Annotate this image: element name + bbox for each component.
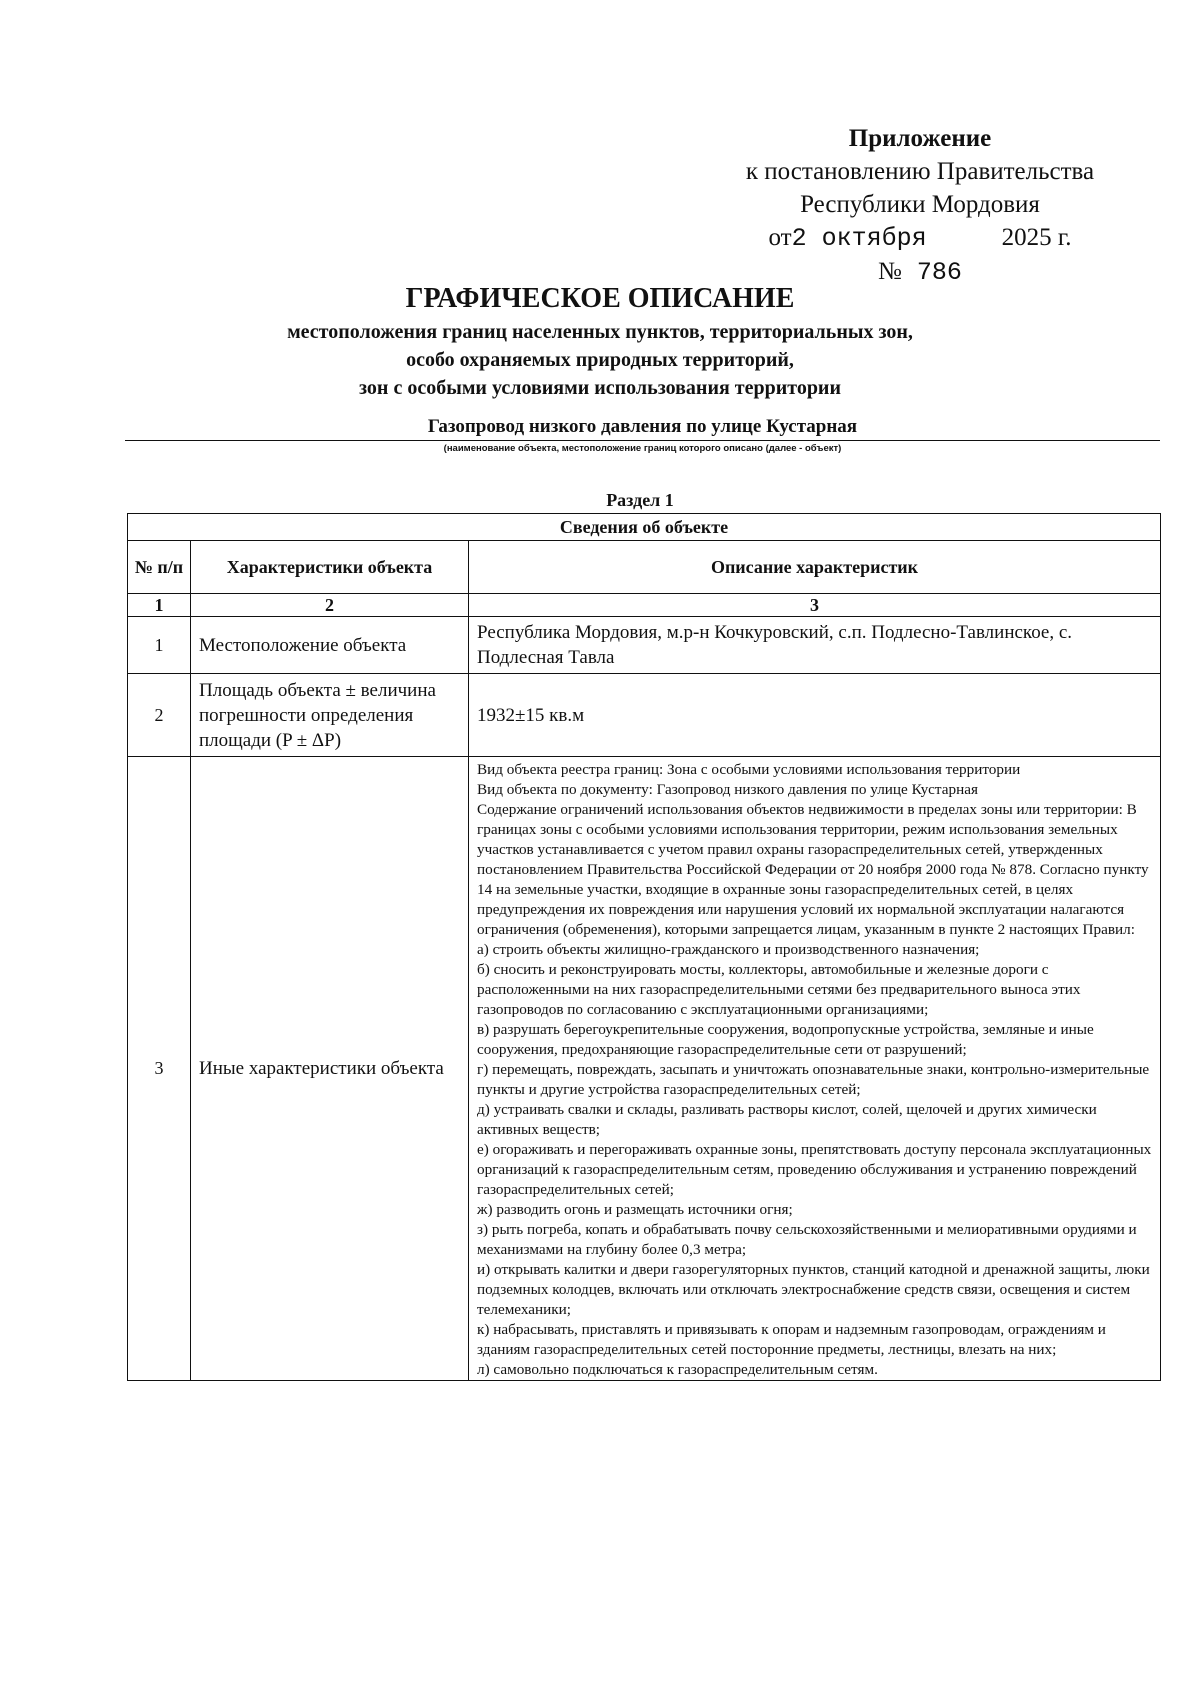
object-name: Газопровод низкого давления по улице Кустарная [125, 416, 1160, 441]
date-year: 2025 г. № [878, 224, 1072, 285]
row-number: 1 [128, 617, 191, 674]
restriction-paragraph: а) строить объекты жилищно-гражданского и производственного назначения; [477, 941, 980, 958]
restriction-paragraph: к) набрасывать, приставлять и привязывать к опорам и надземным газопроводам, ограждениям и зданиям газораспределительных сетей посторонние предметы, лестницы, влезать на них; [477, 1321, 1106, 1358]
restriction-paragraph: д) устраивать свалки и склады, разливать растворы кислот, солей, щелочей и других химически активных веществ; [477, 1101, 1097, 1138]
subtitle-line: местоположения границ населенных пунктов, территориальных зон, [287, 321, 913, 343]
subtitle-line: особо охраняемых природных территорий, [406, 349, 794, 371]
restriction-paragraph: л) самовольно подключаться к газораспределительным сетям. [477, 1361, 878, 1378]
header-number: № п/п [128, 541, 191, 594]
column-number-3: 3 [469, 594, 1161, 617]
date-prefix: от [768, 224, 792, 251]
row-label: Площадь объекта ± величина погрешности определения площади (P ± ΔP) [191, 674, 469, 757]
restriction-paragraph: и) открывать калитки и двери газорегуляторных пунктов, станций катодной и дренажной защиты, люки подземных колодцев, включать или отключать электроснабжение средств связи, освещения и систем телемеханики; [477, 1261, 1150, 1318]
restriction-paragraph: г) перемещать, повреждать, засыпать и уничтожать опознавательные знаки, контрольно-измерительные пункты и другие устройства газораспределительных сетей; [477, 1061, 1150, 1098]
row-number: 2 [128, 674, 191, 757]
date-day: 2 октября [791, 224, 927, 253]
restriction-paragraph: ж) разводить огонь и размещать источники огня; [477, 1201, 793, 1218]
restriction-paragraph: б) сносить и реконструировать мосты, коллекторы, автомобильные и железные дороги с расположенными на них газораспределительными сетями без предварительного выноса этих газопроводов по согласованию с эксплуатационными организациями; [477, 961, 1081, 1018]
column-number-1: 1 [128, 594, 191, 617]
table-title: Сведения об объекте [128, 514, 1161, 541]
object-info-table [127, 513, 1161, 1381]
table-row [128, 757, 1161, 1381]
row-value: Республика Мордовия, м.р-н Кочкуровский, с.п. Подлесно-Тавлинское, с. Подлесная Тавла [469, 617, 1161, 674]
appendix-title: Приложение [848, 125, 992, 152]
header-description: Описание характеристик [469, 541, 1161, 594]
row-value: 1932±15 кв.м [469, 674, 1161, 757]
row-label: Иные характеристики объекта [191, 757, 469, 1381]
restriction-paragraph: Вид объекта по документу: Газопровод низкого давления по улице Кустарная [477, 781, 978, 798]
document-subtitle [0, 318, 1200, 402]
column-number-2: 2 [191, 594, 469, 617]
row-number: 3 [128, 757, 191, 1381]
header-characteristic: Характеристики объекта [191, 541, 469, 594]
row-label: Местоположение объекта [191, 617, 469, 674]
table-row [128, 674, 1161, 757]
section-title: Раздел 1 [606, 490, 674, 510]
restriction-paragraph: е) огораживать и перегораживать охранные зоны, препятствовать доступу персонала эксплуатационных организаций к газораспределительным сетям, проведению обслуживания и устранению повреждений газораспределительных сетей; [477, 1141, 1152, 1198]
appendix-line-2: Республики Мордовия [800, 191, 1040, 218]
decree-number: 786 [916, 258, 962, 287]
table-row [128, 617, 1161, 674]
appendix-date [730, 221, 1110, 289]
restriction-paragraph: в) разрушать берегоукрепительные сооружения, водопропускные устройства, земляные и иные сооружения, предохраняющие газораспределительные сети от разрушений; [477, 1021, 1094, 1058]
restriction-paragraph: Вид объекта реестра границ: Зона с особыми условиями использования территории [477, 761, 1021, 778]
document-title: ГРАФИЧЕСКОЕ ОПИСАНИЕ [405, 283, 795, 314]
subtitle-line: зон с особыми условиями использования территории [359, 377, 841, 399]
object-name-caption: (наименование объекта, местоположение границ которого описано (далее - объект) [443, 443, 842, 454]
appendix-line-1: к постановлению Правительства [745, 158, 1095, 185]
restriction-paragraph: з) рыть погреба, копать и обрабатывать почву сельскохозяйственными и мелиоративными орудиями и механизмами на глубину более 0,3 метра; [477, 1221, 1137, 1258]
appendix-block [730, 122, 1110, 289]
restriction-paragraph: Содержание ограничений использования объектов недвижимости в пределах зоны или территории: В границах зоны с особыми условиями использования территории, режим использования земельных участков устанавливается с учетом правил охраны газораспределительных сетей, утвержденных постановлением Правительства Российской Федерации от 20 ноября 2000 года № 878. Согласно пункту 14 на земельные участки, входящие в охранные зоны газораспределительных сетей, в целях предупреждения их повреждения или нарушения условий их нормальной эксплуатации налагаются ограничения (обременения), которыми запрещается лицам, указанным в пункте 2 настоящих Правил: [477, 801, 1149, 938]
row-value-restrictions [469, 757, 1161, 1381]
